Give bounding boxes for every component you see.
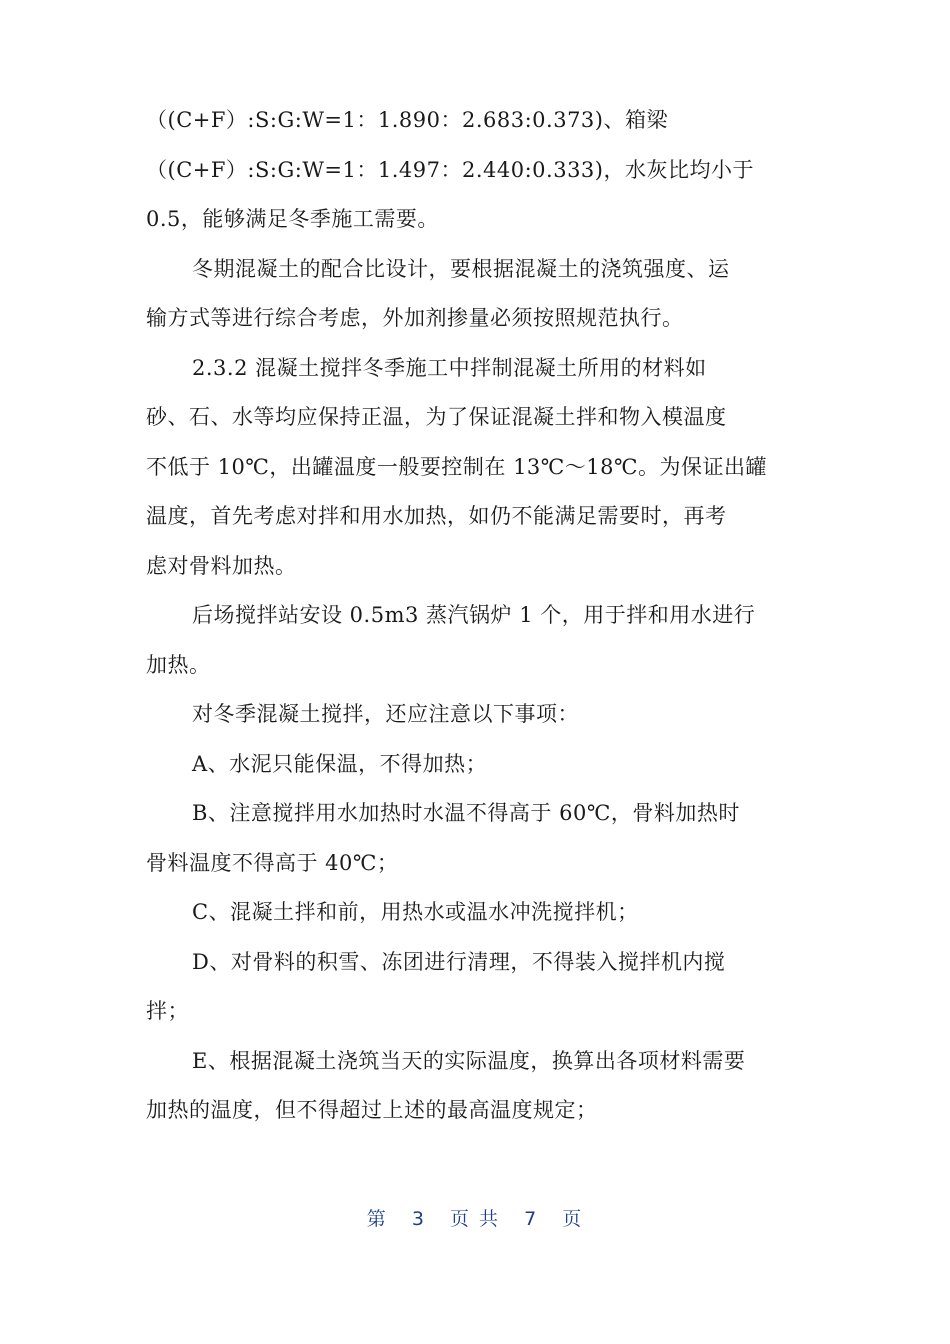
document-body <box>146 96 806 1136</box>
text-line: 虑对骨料加热。 <box>146 553 297 578</box>
total-pages: 7 <box>524 1208 539 1230</box>
paragraph-first-line: 后场搅拌站安设 0.5m3 蒸汽锅炉 1 个，用于拌和用水进行 <box>192 603 756 627</box>
list-item-b: B、注意搅拌用水加热时水温不得高于 60℃，骨料加热时 <box>192 801 740 825</box>
list-item-a: A、水泥只能保温，不得加热； <box>192 751 488 776</box>
text-line: 拌； <box>146 999 189 1023</box>
text-line: 骨料温度不得高于 40℃； <box>146 850 399 875</box>
page-number: 3 <box>411 1208 426 1230</box>
list-item-d: D、对骨料的积雪、冻团进行清理，不得装入搅拌机内搅 <box>192 949 726 974</box>
of-label: 页 共 <box>449 1208 501 1230</box>
paragraph-first-line: 冬期混凝土的配合比设计，要根据混凝土的浇筑强度、运 <box>192 256 730 281</box>
text-line: 加热的温度，但不得超过上述的最高温度规定； <box>146 1098 598 1122</box>
list-item-c: C、混凝土拌和前，用热水或温水冲洗搅拌机； <box>192 900 639 924</box>
text-line: （(C+F）:S:G:W=1：1.497：2.440:0.333)，水灰比均小于 <box>146 157 754 182</box>
paragraph-first-line: 对冬季混凝土搅拌，还应注意以下事项： <box>192 702 579 726</box>
text-line: 不低于 10℃，出罐温度一般要控制在 13℃～18℃。为保证出罐 <box>146 454 767 479</box>
page-suffix: 页 <box>562 1208 584 1230</box>
section-heading-line: 2.3.2 混凝土搅拌冬季施工中拌制混凝土所用的材料如 <box>192 355 707 380</box>
text-line: 砂、石、水等均应保持正温，为了保证混凝土拌和物入模温度 <box>146 405 727 429</box>
page-label: 第 <box>366 1208 388 1230</box>
text-line: （(C+F）:S:G:W=1：1.890：2.683:0.373)、箱梁 <box>146 108 668 132</box>
text-line: 输方式等进行综合考虑，外加剂掺量必须按照规范执行。 <box>146 306 684 330</box>
list-item-e: E、根据混凝土浇筑当天的实际温度，换算出各项材料需要 <box>192 1048 746 1073</box>
page-footer <box>0 1204 950 1231</box>
text-line: 0.5，能够满足冬季施工需要。 <box>146 207 439 231</box>
text-line: 加热。 <box>146 652 211 677</box>
text-line: 温度，首先考虑对拌和用水加热，如仍不能满足需要时，再考 <box>146 504 727 528</box>
